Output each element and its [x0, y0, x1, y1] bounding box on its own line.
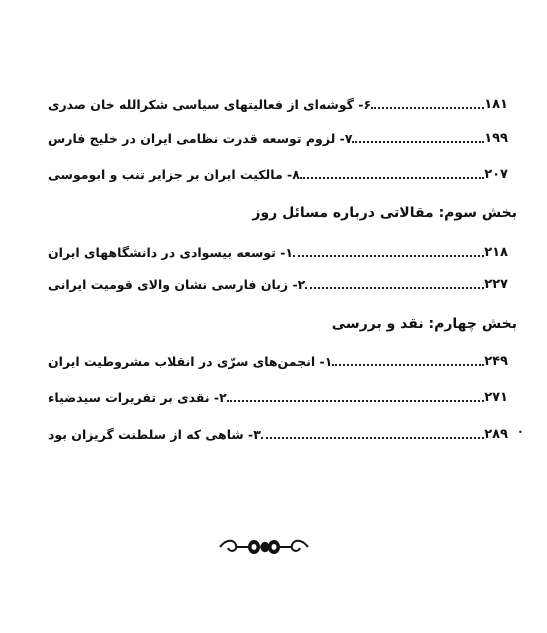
dot-leader [293, 255, 484, 257]
toc-entry-page: ۱۸۱ [484, 97, 508, 112]
toc-entry-title: ۱- توسعه بیسوادی در دانشگاههای ایران [48, 245, 294, 260]
dot-leader [261, 437, 484, 439]
toc-entry-page: ۲۸۹ [484, 427, 508, 442]
section-heading: بخش چهارم: نقد و بررسی [331, 316, 517, 332]
toc-entry-title: ۲- نقدی بر تقریرات سیدضیاء [48, 390, 227, 405]
toc-entry-title: ۲- زبان فارسی نشان والای قومیت ایرانی [48, 277, 306, 292]
toc-entry-title: ۷- لزوم توسعه قدرت نظامی ایران در خلیج فارس [48, 131, 353, 146]
toc-entry-title: ۸- مالکیت ایران بر جزایر تنب و ابوموسی [48, 167, 300, 182]
dot-leader [300, 177, 484, 179]
toc-entry-title: ۶- گوشه‌ای از فعالیتهای سیاسی شکرالله خان صدری [48, 97, 372, 112]
bullet-dot: • [518, 428, 523, 437]
toc-entry-page: ۱۹۹ [484, 131, 508, 146]
toc-entry-page: ۲۰۷ [484, 167, 508, 182]
dot-leader [352, 141, 484, 143]
toc-entry-title: ۱- انجمن‌های سرّی در انقلاب مشروطیت ایران [48, 354, 333, 369]
toc-entry[interactable] [44, 240, 510, 262]
decorative-scroll-ornament-icon [218, 536, 310, 558]
toc-entry[interactable] [44, 92, 510, 114]
toc-entry-page: ۲۲۷ [484, 277, 508, 292]
dot-leader [371, 107, 484, 109]
section-heading: بخش سوم: مقالاتی درباره مسائل روز [252, 205, 517, 221]
toc-entry-page: ۲۷۱ [484, 390, 508, 405]
dot-leader [227, 400, 484, 402]
dot-leader [332, 364, 484, 366]
toc-entry[interactable] [44, 422, 510, 444]
dot-leader [305, 287, 484, 289]
toc-entry[interactable] [44, 126, 510, 148]
toc-entry[interactable] [44, 349, 510, 371]
toc-entry-title: ۳- شاهی که از سلطنت گریزان بود [48, 427, 261, 442]
toc-entry[interactable] [44, 385, 510, 407]
toc-entry[interactable] [44, 162, 510, 184]
toc-entry-page: ۲۱۸ [484, 245, 508, 260]
toc-entry[interactable] [44, 272, 510, 294]
toc-entry-page: ۲۴۹ [484, 354, 508, 369]
